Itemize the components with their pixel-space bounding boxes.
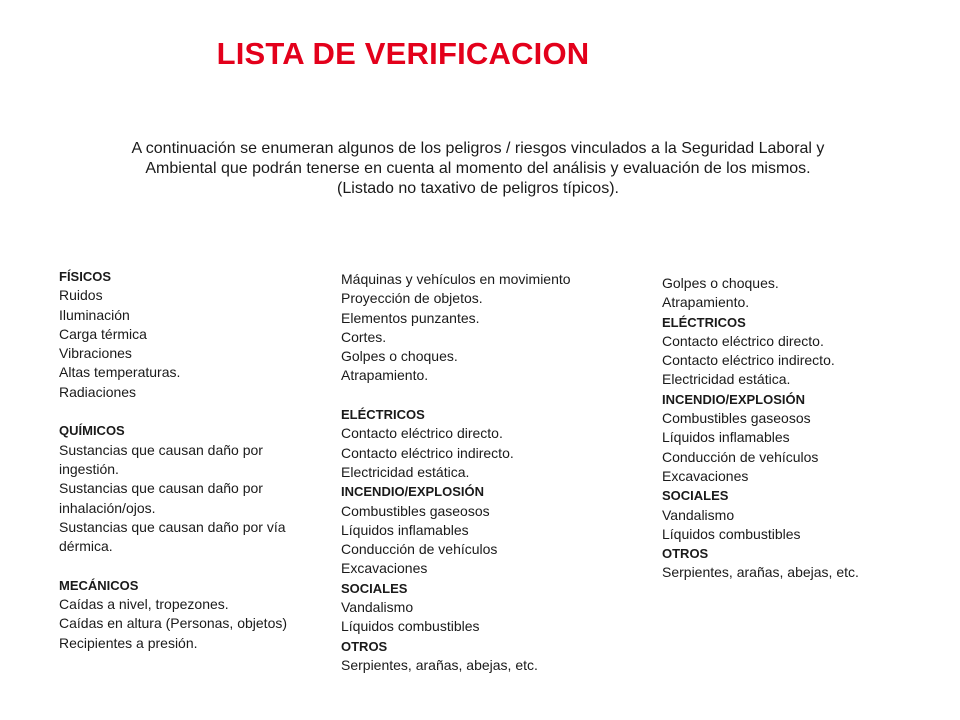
hazard-item: Vandalismo (341, 599, 414, 616)
hazard-item: Contacto eléctrico directo. (341, 425, 503, 442)
category-heading: SOCIALES (662, 488, 729, 504)
intro-paragraph (40, 139, 916, 199)
hazard-item: Líquidos combustibles (662, 525, 801, 542)
hazard-item: Atrapamiento. (341, 367, 429, 384)
hazard-item: Líquidos inflamables (662, 429, 790, 446)
hazard-item: Vibraciones (59, 345, 132, 362)
list-spacer (59, 556, 309, 575)
hazard-item: Conducción de vehículos (341, 541, 498, 558)
hazard-item: Golpes o choques. (341, 348, 458, 365)
category-heading: INCENDIO/EXPLOSIÓN (662, 391, 806, 407)
hazard-item: Excavaciones (341, 560, 428, 577)
hazard-item: Atrapamiento. (662, 294, 750, 311)
hazard-item: Elementos punzantes. (341, 309, 480, 326)
hazard-item: Caídas en altura (Personas, objetos) (59, 615, 288, 632)
hazard-item: Combustibles gaseosos (341, 502, 490, 519)
intro-line: (Listado no taxativo de peligros típicos). (337, 180, 619, 197)
hazard-item: Líquidos combustibles (341, 618, 480, 635)
category-heading: MECÁNICOS (59, 577, 139, 593)
hazard-item: Electricidad estática. (662, 371, 791, 388)
hazard-item: Carga térmica (59, 325, 147, 342)
category-heading: OTROS (341, 638, 388, 654)
hazard-item: Contacto eléctrico directo. (662, 332, 824, 349)
category-heading: FÍSICOS (59, 269, 112, 284)
category-heading: ELÉCTRICOS (341, 407, 425, 423)
hazard-item: Excavaciones (662, 467, 749, 484)
hazard-item: Proyección de objetos. (341, 290, 483, 307)
hazard-item: Caídas a nivel, tropezones. (59, 596, 229, 613)
category-heading: OTROS (662, 546, 709, 562)
hazard-item: Radiaciones (59, 383, 137, 400)
hazard-item: Combustibles gaseosos (662, 410, 811, 427)
hazard-item: Serpientes, arañas, abejas, etc. (341, 656, 538, 673)
hazard-item: Golpes o choques. (662, 275, 779, 291)
hazard-item: Ruidos (59, 287, 103, 304)
hazard-item: Sustancias que causan daño por ingestión. (59, 441, 263, 477)
hazard-item: Contacto eléctrico indirecto. (341, 444, 514, 461)
intro-line: A continuación se enumeran algunos de los peligros / riesgos vinculados a la Seguridad Laboral y (131, 140, 825, 157)
hazard-item: Máquinas y vehículos en movimiento (341, 271, 571, 287)
hazard-item: Conducción de vehículos (662, 448, 819, 465)
hazard-item: Iluminación (59, 306, 130, 323)
page-title: LISTA DE VERIFICACION (216, 36, 590, 71)
hazard-item: Cortes. (341, 328, 387, 345)
category-heading: ELÉCTRICOS (662, 314, 746, 330)
hazard-column-3 (662, 274, 942, 583)
hazard-item: Recipientes a presión. (59, 634, 198, 651)
category-heading: QUÍMICOS (59, 423, 125, 439)
list-spacer (59, 402, 309, 421)
hazard-item: Sustancias que causan daño por vía dérmica. (59, 518, 286, 555)
hazard-item: Contacto eléctrico indirecto. (662, 352, 835, 369)
hazard-column-1 (59, 267, 309, 653)
intro-line: Ambiental que podrán tenerse en cuenta al momento del análisis y evaluación de los mismos. (145, 160, 811, 177)
hazard-column-2 (341, 270, 631, 675)
hazard-item: Electricidad estática. (341, 463, 470, 480)
category-heading: SOCIALES (341, 580, 408, 596)
hazard-item: Sustancias que causan daño por inhalación/ojos. (59, 480, 263, 516)
hazard-item: Vandalismo (662, 506, 735, 523)
category-heading: INCENDIO/EXPLOSIÓN (341, 484, 485, 500)
hazard-item: Serpientes, arañas, abejas, etc. (662, 564, 859, 581)
list-spacer (341, 386, 631, 405)
hazard-item: Altas temperaturas. (59, 364, 181, 381)
hazard-item: Líquidos inflamables (341, 521, 469, 538)
